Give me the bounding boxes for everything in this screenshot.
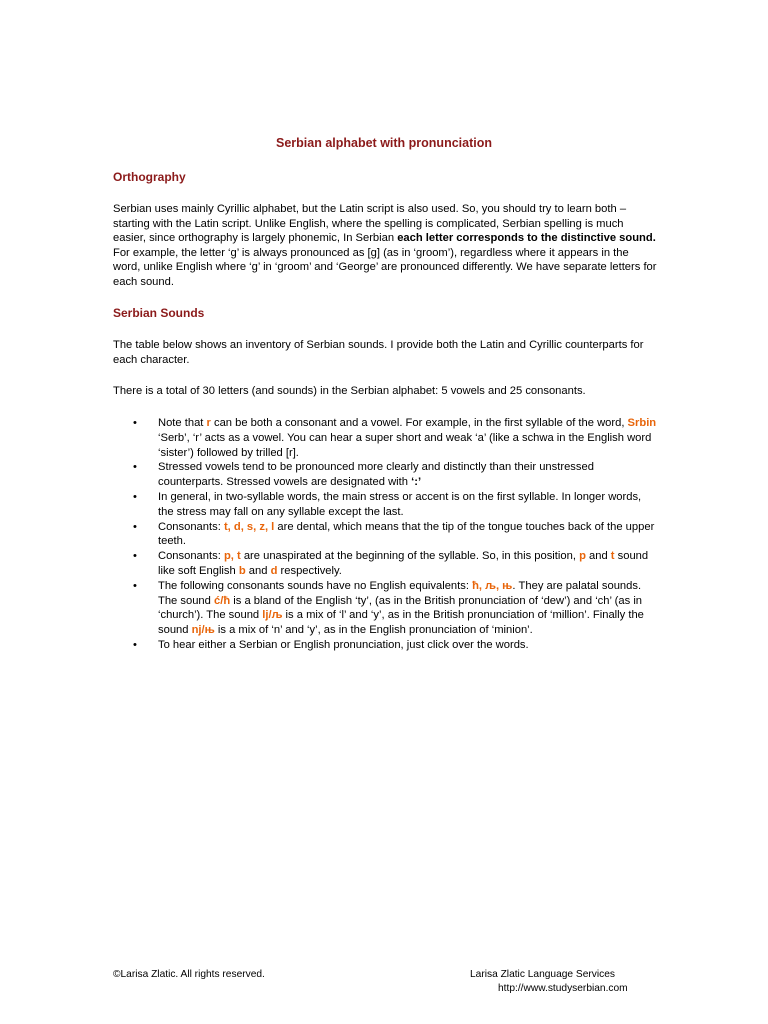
document-title: Serbian alphabet with pronunciation [276,136,492,150]
list-item: • Consonants: t, d, s, z, l are dental, which means that the tip of the tongue touches back of the upper teeth. [133,520,655,548]
bullet-icon: • [133,520,137,533]
bullet-icon: • [133,490,137,503]
footer-company: Larisa Zlatic Language Services [470,969,615,980]
highlight-p-t[interactable]: p, t [223,550,241,563]
list-item: • Note that r can be both a consonant and a vowel. For example, in the first syllable of the word, Srbin ‘Serb’, ‘r’ acts as a vowel. You can hear a super short and weak ‘a’ (like a schwa in the English word ‘sister’) followed by trilled [r]. [133,417,657,459]
bullet-icon: • [133,461,137,474]
serbian-sounds-heading: Serbian Sounds [113,306,205,320]
highlight-d[interactable]: d [270,564,278,577]
stress-mark: ‘:’ [411,476,422,489]
orthography-text-1: Serbian uses mainly Cyrillic alphabet, but the Latin script is also used. So, you should try to learn both – starting with the Latin script. Unlike English, where the spelling is complicated, Serbian spelling is much easier, since orthography is largely phonemic, In Serbian [113,203,627,245]
highlight-palatal-letters[interactable]: ћ, љ, њ [472,579,513,592]
list-item: • In general, in two-syllable words, the main stress or accent is on the first syllable. In longer words, the stress may fall on any syllable except the last. [133,490,642,518]
pronunciation-notes-list [113,416,658,653]
highlight-t[interactable]: t [610,550,615,563]
highlight-nj[interactable]: nj/њ [191,624,215,637]
highlight-r[interactable]: r [206,417,211,429]
highlight-lj[interactable]: lj/љ [262,609,283,622]
list-item: • Consonants: p, t are unaspirated at the beginning of the syllable. So, in this position, p and t sound like soft English b and d respectively. [133,550,649,577]
sounds-intro-paragraph: The table below shows an inventory of Serbian sounds. I provide both the Latin and Cyrillic counterparts for each character. [113,339,644,366]
highlight-dental-consonants[interactable]: t, d, s, z, l [223,520,275,533]
orthography-heading: Orthography [113,170,186,184]
footer-right [470,968,650,995]
list-item: • The following consonants sounds have no English equivalents: ћ, љ, њ. They are palatal sounds. The sound ć/ћ is a bland of the English ‘ty’, (as in the British pronunciation of ‘dew’) and ‘ch’ (as in ‘church’). The sound lj/љ is a mix of ‘l’ and ‘y’, as in the British pronunciation of ‘million’. Finally the sound nj/њ is a mix of ‘n’ and ‘y’, as in the English pronunciation of ‘minion’. [133,579,644,637]
highlight-srbin[interactable]: Srbin [627,417,657,429]
highlight-b[interactable]: b [238,564,246,577]
orthography-bold-text: each letter corresponds to the distinctive sound. [397,232,656,245]
footer-website-link[interactable]: http://www.studyserbian.com [498,982,628,994]
highlight-p[interactable]: p [579,550,586,563]
list-item: • Stressed vowels tend to be pronounced more clearly and distinctly than their unstressed counterparts. Stressed vowels are designated with ‘:’ [133,461,594,489]
bullet-icon: • [133,638,137,651]
orthography-paragraph [113,202,658,290]
highlight-c-acute[interactable]: ć/ћ [213,594,231,607]
orthography-text-2: For example, the letter ‘g’ is always pronounced as [g] (as in ‘groom’), regardless where it appears in the word, unlike English where ‘g’ in ‘groom’ and ‘George’ are pronounced differently. We have separate letters for each sound. [113,246,657,288]
list-item: • To hear either a Serbian or English pronunciation, just click over the words. [133,638,529,651]
footer-copyright: ©Larisa Zlatic. All rights reserved. [113,969,265,980]
bullet-icon: • [133,579,137,592]
bullet-icon: • [133,550,137,563]
bullet-icon: • [133,417,137,429]
sounds-total-paragraph: There is a total of 30 letters (and sounds) in the Serbian alphabet: 5 vowels and 25 consonants. [113,385,586,397]
